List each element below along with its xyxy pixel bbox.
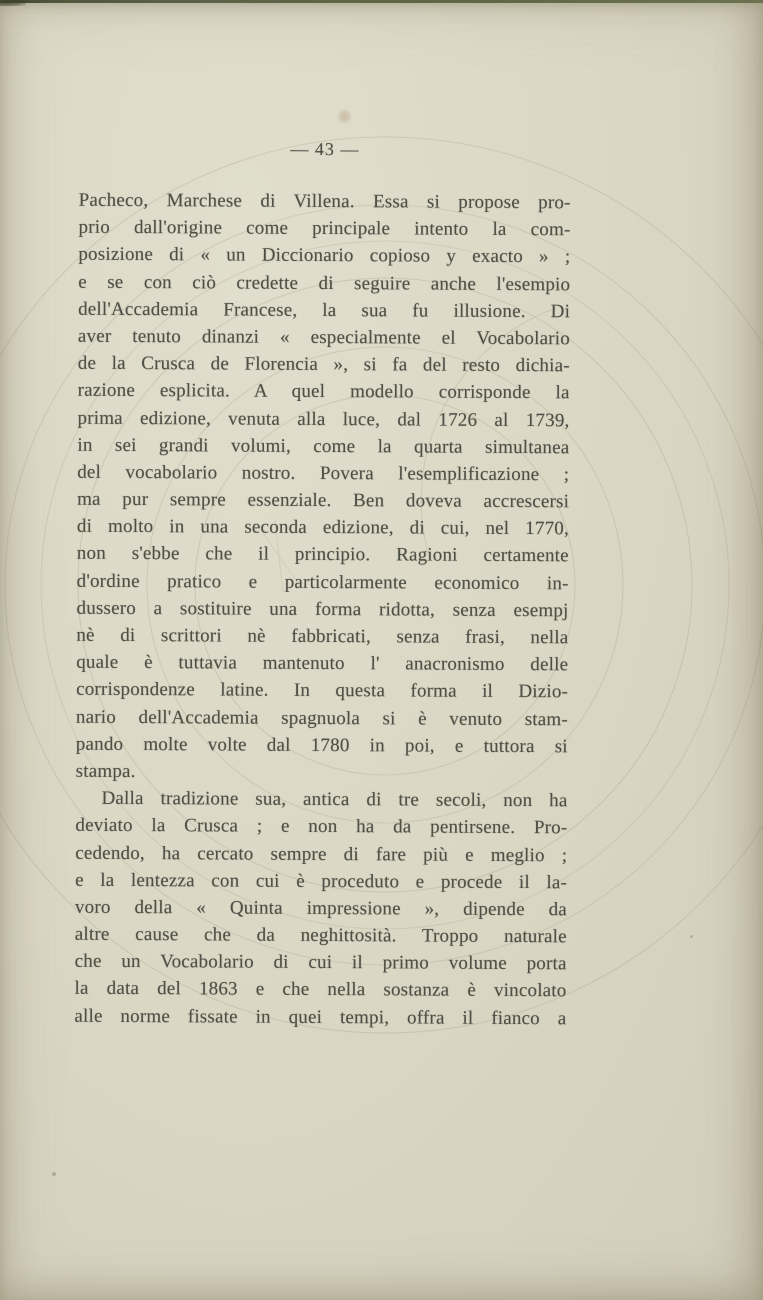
text-line: d'ordine pratico e particolarmente economico in-: [76, 570, 569, 594]
text-block: [74, 187, 570, 1032]
text-line: del vocabolario nostro. Povera l'esemplificazione ;: [77, 461, 570, 486]
text-line: deviato la Crusca ; e non ha da pentirsene. Pro-: [75, 815, 568, 839]
paper-speck: [52, 1172, 56, 1176]
scan-top-edge: [0, 0, 763, 3]
text-line: che un Vocabolario di cui il primo volume porta: [74, 950, 567, 975]
text-line: non s'ebbe che il principio. Ragioni certamente: [76, 543, 569, 567]
text-line: de la Crusca de Florencia », si fa del resto dichia-: [77, 352, 570, 377]
paper-speck: [690, 935, 693, 938]
text-line: la data del 1863 e che nella sostanza è vincolato: [74, 978, 567, 1002]
text-line: pando molte volte dal 1780 in poi, e tuttora si: [75, 733, 568, 758]
text-line: cedendo, ha cercato sempre di fare più e meglio ;: [75, 842, 568, 866]
text-line: razione esplicita. A quel modello corrisponde la: [77, 380, 570, 404]
text-line: prima edizione, venuta alla luce, dal 1726 al 1739,: [77, 407, 570, 431]
text-line: quale è tuttavia mantenuto l' anacronismo delle: [76, 651, 569, 676]
text-line: prio dall'origine come principale intento la com-: [78, 216, 571, 241]
text-line: in sei grandi volumi, come la quarta simultanea: [77, 434, 570, 458]
text-line: Pacheco, Marchese di Villena. Essa si propose pro-: [78, 189, 571, 214]
text-line: stampa.: [75, 760, 136, 782]
text-line: dussero a sostituire una forma ridotta, senza esempj: [76, 597, 569, 622]
paper-stain: [337, 109, 352, 124]
text-line: nè di scrittori nè fabbricati, senza frasi, nella: [76, 624, 569, 649]
text-line: e la lentezza con cui è proceduto e procede il la-: [75, 869, 568, 893]
text-line: voro della « Quinta impressione », dipende da: [74, 896, 568, 921]
text-line: posizione di « un Diccionario copioso y exacto » ;: [78, 244, 571, 268]
page-content: [74, 136, 571, 1032]
text-line: alle norme fissate in quei tempi, offra il fianco a: [74, 1005, 567, 1029]
page-number: — 43 —: [290, 138, 360, 160]
text-line: Dalla tradizione sua, antica di tre secoli, non ha: [101, 787, 568, 812]
text-line: corrispondenze latine. In questa forma il Dizio-: [76, 679, 569, 703]
text-line: dell'Accademia Francese, la sua fu illusione. Di: [78, 298, 571, 323]
text-line: ma pur sempre essenziale. Ben doveva accrescersi: [77, 488, 570, 513]
text-line: di molto in una seconda edizione, di cui, nel 1770,: [76, 515, 570, 540]
text-line: nario dell'Accademia spagnuola si è venuto stam-: [75, 706, 569, 730]
text-line: altre cause che da neghittosità. Troppo naturale: [74, 923, 567, 948]
text-line: aver tenuto dinanzi « especialmente el Vocabolario: [77, 325, 571, 350]
scan-top-left-corner: [0, 0, 26, 6]
text-line: e se con ciò credette di seguire anche l'esempio: [78, 271, 571, 295]
